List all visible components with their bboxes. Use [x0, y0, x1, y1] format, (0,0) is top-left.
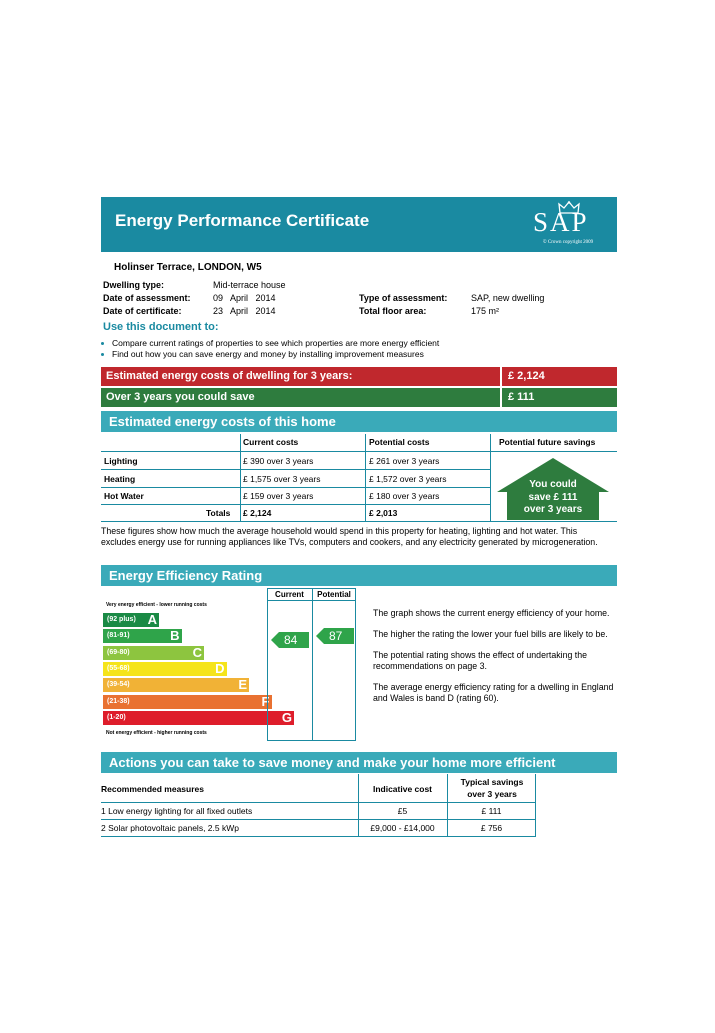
measure-2-saving: £ 756	[480, 823, 503, 833]
rating-section-header: Energy Efficiency Rating	[101, 565, 617, 586]
potential-saving-label: Over 3 years you could save	[106, 391, 255, 403]
sap-logo-text: SAP	[533, 207, 589, 237]
property-address: Holinser Terrace, LONDON, W5	[114, 262, 262, 273]
rating-band-f	[103, 695, 272, 709]
table-rule	[101, 487, 490, 488]
recommendations-table	[101, 774, 536, 837]
rating-column-divider	[312, 588, 313, 741]
assessment-date-value: 09 April 2014	[213, 293, 276, 303]
rating-text-3: The potential rating shows the effect of undertaking the recommendations on page 3.	[373, 650, 588, 671]
band-range: (21-38)	[107, 697, 130, 705]
header-recommended-measures: Recommended measures	[101, 784, 204, 794]
actions-section-header: Actions you can take to save money and make your home more efficient	[101, 752, 617, 773]
rating-band-b	[103, 629, 182, 643]
bullet-icon	[101, 342, 104, 345]
band-range: (92 plus)	[107, 616, 136, 623]
assessment-type-label: Type of assessment:	[359, 293, 448, 303]
rating-text-2: The higher the rating the lower your fuel bills are likely to be.	[373, 629, 608, 639]
house-savings-text: You could save £ 111 over 3 years	[523, 479, 583, 515]
lighting-potential: £ 261 over 3 years	[369, 456, 440, 466]
table-rule	[101, 521, 617, 522]
bullet-item: Compare current ratings of properties to see which properties are more energy efficient	[101, 338, 439, 348]
bullet-icon	[101, 353, 104, 356]
total-current: £ 2,124	[243, 508, 272, 518]
rating-text-4: The average energy efficiency rating for a dwelling in England and Wales is band D (rating 60).	[373, 682, 614, 703]
current-rating-value: 84	[284, 633, 298, 647]
rating-band-a	[103, 613, 159, 627]
costs-note: These figures show how much the average household would spend in this property for heating, lighting and hot water. This excludes energy use for running appliances like TVs, computers and cookers, and any electricity generated by microgeneration.	[101, 526, 598, 547]
table-rule	[490, 434, 491, 522]
band-range: (69-80)	[107, 648, 130, 656]
certificate-date-value: 23 April 2014	[213, 306, 276, 316]
header-current-costs: Current costs	[243, 437, 299, 447]
use-document-title: Use this document to:	[103, 321, 219, 333]
energy-rating-chart	[101, 588, 361, 743]
band-range: (39-54)	[107, 681, 130, 689]
table-rule	[101, 451, 617, 452]
hot-water-potential: £ 180 over 3 years	[369, 491, 440, 501]
current-rating-arrow	[271, 632, 309, 648]
rating-bottom-label: Not energy efficient - higher running costs	[106, 730, 207, 736]
certificate-date-label: Date of certificate:	[103, 306, 182, 316]
estimated-cost-label: Estimated energy costs of dwelling for 3 years:	[106, 370, 353, 382]
sap-copyright: © Crown copyright 2009	[542, 240, 594, 245]
sap-logo	[531, 201, 605, 249]
table-rule	[101, 836, 536, 837]
band-range: (1-20)	[107, 713, 126, 721]
header-typical-savings: Typical savings over 3 years	[460, 777, 524, 799]
savings-house-graphic	[497, 458, 609, 520]
band-letter: D	[215, 660, 225, 676]
band-letter: C	[192, 644, 202, 660]
estimated-cost-value: £ 2,124	[508, 370, 545, 382]
rating-header-rule	[267, 600, 356, 601]
band-range: (55-68)	[107, 664, 130, 672]
measure-2-cost: £9,000 - £14,000	[370, 823, 435, 833]
bar-divider	[500, 388, 502, 407]
band-letter: G	[281, 709, 292, 725]
rating-text-1: The graph shows the current energy efficiency of your home.	[373, 608, 610, 618]
hot-water-current: £ 159 over 3 years	[243, 491, 314, 501]
band-letter: E	[238, 677, 247, 693]
floor-area-label: Total floor area:	[359, 306, 427, 316]
heating-potential: £ 1,572 over 3 years	[369, 474, 447, 484]
band-letter: A	[147, 612, 157, 627]
rating-band-g	[103, 711, 294, 725]
heating-current: £ 1,575 over 3 years	[243, 474, 321, 484]
assessment-date-label: Date of assessment:	[103, 293, 191, 303]
potential-column-header: Potential	[317, 590, 351, 599]
potential-saving-value: £ 111	[508, 391, 535, 403]
table-rule	[101, 504, 490, 505]
lighting-current: £ 390 over 3 years	[243, 456, 314, 466]
band-letter: B	[170, 628, 180, 644]
rating-band-e	[103, 678, 249, 692]
rating-band-d	[103, 662, 227, 676]
rating-top-label: Very energy efficient - lower running costs	[106, 602, 207, 608]
header-indicative-cost: Indicative cost	[372, 784, 433, 794]
table-rule	[101, 819, 536, 820]
measure-1-cost: £5	[397, 806, 408, 816]
potential-rating-arrow	[316, 628, 354, 644]
measure-1-saving: £ 111	[481, 806, 502, 816]
total-potential: £ 2,013	[369, 508, 398, 518]
estimated-cost-bar	[101, 367, 617, 386]
bullet-item: Find out how you can save energy and money by installing improvement measures	[101, 349, 424, 359]
table-rule	[365, 434, 366, 522]
assessment-type-value: SAP, new dwelling	[471, 293, 545, 303]
certificate-header	[101, 197, 617, 252]
row-label-lighting: Lighting	[104, 456, 138, 466]
row-label-heating: Heating	[104, 474, 136, 484]
dwelling-type-label: Dwelling type:	[103, 280, 165, 290]
table-rule	[101, 469, 490, 470]
table-rule	[101, 802, 536, 803]
costs-section-header: Estimated energy costs of this home	[101, 411, 617, 432]
header-future-savings: Potential future savings	[499, 437, 596, 447]
measure-2: 2 Solar photovoltaic panels, 2.5 kWp	[101, 823, 239, 833]
dwelling-type-value: Mid-terrace house	[213, 280, 286, 290]
rating-band-c	[103, 646, 204, 660]
header-potential-costs: Potential costs	[369, 437, 430, 447]
measure-1: 1 Low energy lighting for all fixed outlets	[101, 806, 253, 816]
current-column-header: Current	[275, 590, 304, 599]
header-title: Energy Performance Certificate	[115, 211, 370, 230]
bar-divider	[500, 367, 502, 386]
potential-saving-bar	[101, 388, 617, 407]
totals-label: Totals	[206, 508, 231, 518]
band-letter: F	[261, 693, 270, 709]
row-label-hot-water: Hot Water	[104, 491, 144, 501]
table-rule	[240, 434, 241, 522]
rating-explanation	[373, 608, 617, 714]
potential-rating-value: 87	[329, 629, 343, 643]
band-range: (81-91)	[107, 632, 130, 640]
floor-area-value: 175 m²	[471, 306, 500, 316]
